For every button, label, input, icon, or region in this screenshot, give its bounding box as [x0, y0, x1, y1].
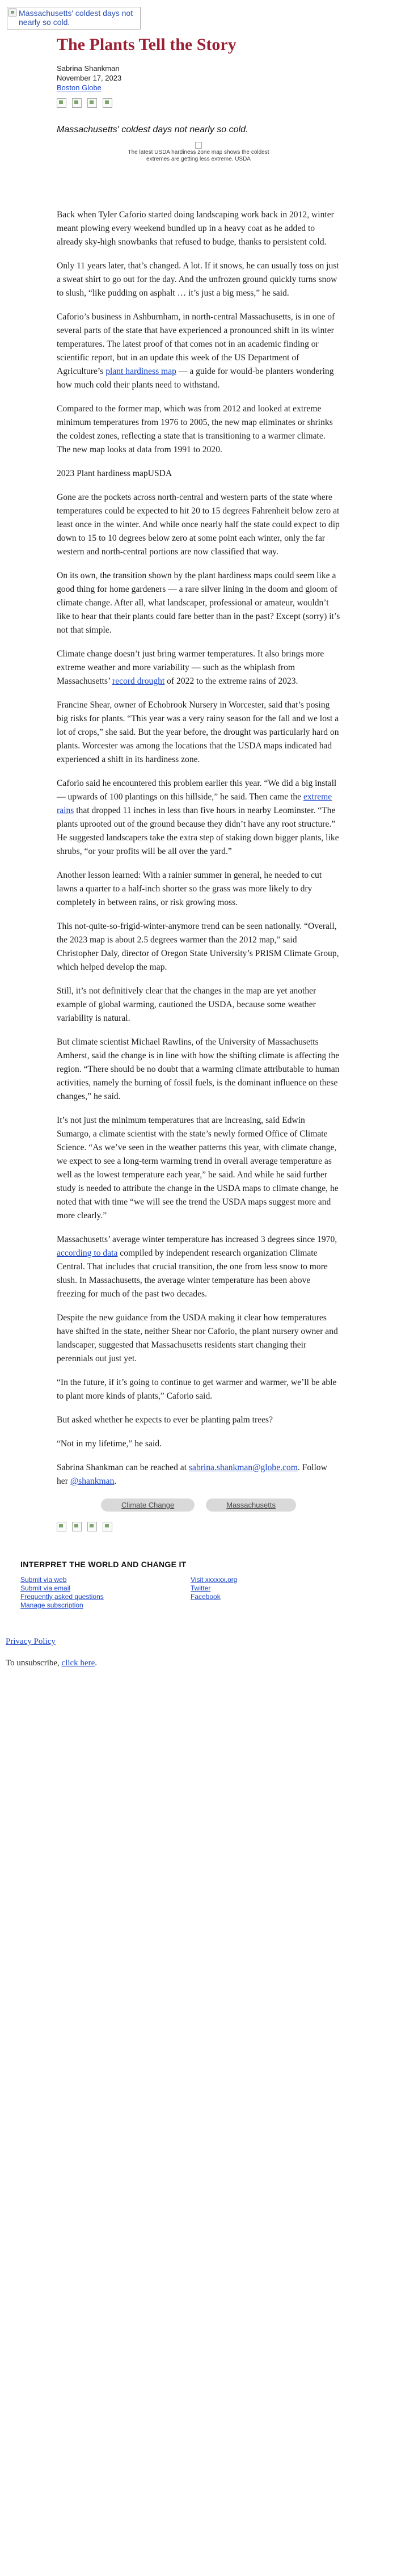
paragraph: On its own, the transition shown by the plant hardiness maps could seem like a good thing for home gardeners — a rare silver lining in the doom and gloom of climate change. After all, what landscaper, professional or amateur, wouldn’t like to hear that their plants could fare better than in the past? Except (sorry) it’s not that simple.: [57, 570, 340, 635]
footer: [20, 1560, 361, 1610]
paragraph: But climate scientist Michael Rawlins, of the University of Massachusetts Amherst, said the change is in line with how the shifting climate is affecting the region. “There should be no doubt that a warming climate attributable to human activities, namely the burning of fossil fuels, is the dominant influence on these changes,” he said.: [57, 1037, 340, 1101]
author-twitter-link[interactable]: @shankman: [70, 1476, 115, 1486]
paragraph-text: Caforio said he encountered this problem earlier this year. “We did a big install — upwards of 100 plantings on this hillside,” he said. Then came the: [57, 778, 337, 802]
email-page: [0, 7, 397, 1669]
share-email-icon[interactable]: [103, 98, 112, 108]
hero-image[interactable]: [7, 7, 141, 30]
share-twitter-icon[interactable]: [72, 98, 82, 108]
footer-links: [20, 1576, 361, 1610]
paragraph: [57, 777, 340, 858]
contact-text: Sabrina Shankman can be reached at: [57, 1462, 189, 1472]
map-figure: [125, 142, 272, 163]
figure-caption: The latest USDA hardiness zone map shows the coldest extremes are getting less extreme. USDA: [128, 149, 269, 162]
paragraph: This not-quite-so-frigid-winter-anymore trend can be seen nationally. “Overall, the 2023 map is about 2.5 degrees warmer than the 2012 map,” said Christopher Daly, director of Oregon State University’s PRISM Climate Group, which helped develop the map.: [57, 921, 339, 972]
hero-image-alt-text: Massachusetts' coldest days not nearly so cold.: [19, 9, 133, 27]
publication-link[interactable]: Boston Globe: [57, 83, 102, 92]
author-name: Sabrina Shankman: [57, 64, 120, 73]
submit-web-link[interactable]: Submit via web: [20, 1575, 67, 1584]
record-drought-link[interactable]: record drought: [112, 676, 165, 686]
paragraph: Gone are the pockets across north-central and western parts of the state where temperatures could be expected to hit 20 to 15 degrees Fahrenheit below zero at least once in the winter. And while once nearly half the state could expect to dip down to 15 to 10 degrees below zero at some point each winter, only the far western and north-central portions are now classified that way.: [57, 492, 340, 557]
share-email-icon[interactable]: [103, 1522, 112, 1531]
paragraph: Despite the new guidance from the USDA making it clear how temperatures have shifted in the state, neither Shear nor Caforio, the plant nursery owner and landscaper, suggested that Massachusetts residents start changing their perennials out just yet.: [57, 1312, 338, 1363]
paragraph: Francine Shear, owner of Echobrook Nursery in Worcester, said that’s posing big risks for plants. “This year was a very rainy season for the fall and we lost a lot of crops,” she said. But the year before, the drought was particularly hard on plants. Worcester was among the locations that the USDA maps indicated had experienced a shift in its hardiness zone.: [57, 700, 339, 764]
paragraph: [57, 647, 340, 688]
paragraph: Another lesson learned: With a rainier summer in general, he needed to cut lawns a quarter to a half-inch shorter so the grass was more likely to dry completely in between rains, or risk growing moss.: [57, 870, 322, 907]
unsubscribe-link[interactable]: click here: [61, 1658, 95, 1668]
paragraph: Still, it’s not definitively clear that the changes in the map are yet another example of global warming, cautioned the USDA, because some weather variability is natural.: [57, 986, 316, 1023]
paragraph-text: that dropped 11 inches in less than five hours in nearby Leominster. “The plants uprooted out of the ground because they didn’t have any root structure.” He suggested landscapers take the extra step of staking down bigger plants, like shrubs, “or your profits will be all over the yard.”: [57, 805, 339, 856]
publish-date: November 17, 2023: [57, 74, 122, 82]
byline: [57, 64, 340, 92]
article-subhead: Massachusetts' coldest days not nearly so cold.: [57, 125, 248, 134]
legal-section: [6, 1636, 397, 1669]
according-to-data-link[interactable]: according to data: [57, 1248, 118, 1258]
paragraph: It’s not just the minimum temperatures that are increasing, said Edwin Sumargo, a climate scientist with the state’s newly formed Office of Climate Science. “As we’ve seen in the weather patterns this year, with climate change, we expect to see a long-term warming trend in overall average temperature as well as the lowest temperature each year,” he said. And while he said further study is needed to attribute the change in the USDA maps to climate change, he noted that with time “we will see the trend the USDA maps suggest more and more clearly.”: [57, 1115, 339, 1220]
manage-subscription-link[interactable]: Manage subscription: [20, 1601, 83, 1609]
paragraph: Back when Tyler Caforio started doing landscaping work back in 2012, winter meant plowing every weekend bundled up in a heavy coat as he added to already sky-high snowbanks that refused to budge, thanks to persistent cold.: [57, 209, 334, 247]
paragraph-text: Caforio’s business in Ashburnham, in north-central Massachusetts, is in one of several parts of the state that have experienced a pronounced shift in its winter temperatures. The latest proof of that comes not in an academic finding or scientific report, but in an update this week of the US Department of Agriculture’s: [57, 312, 335, 376]
submit-email-link[interactable]: Submit via email: [20, 1584, 71, 1592]
unsubscribe-text: To unsubscribe,: [6, 1658, 62, 1668]
map-image-icon: [195, 142, 202, 149]
share-twitter-icon[interactable]: [72, 1522, 82, 1531]
article-body: [57, 208, 340, 1488]
paragraph: [57, 1233, 340, 1301]
paragraph: “In the future, if it’s going to continue to get warmer and warmer, we’ll be able to plant more kinds of plants,” Caforio said.: [57, 1377, 337, 1401]
paragraph: [57, 310, 340, 392]
twitter-link[interactable]: Twitter: [191, 1584, 211, 1592]
share-icons-bottom: [57, 1522, 340, 1531]
paragraph: But asked whether he expects to ever be planting palm trees?: [57, 1415, 273, 1425]
tag-climate-change[interactable]: Climate Change: [101, 1499, 195, 1512]
faq-link[interactable]: Frequently asked questions: [20, 1592, 104, 1601]
share-linkedin-icon[interactable]: [87, 98, 97, 108]
topic-tags: [57, 1499, 340, 1512]
tag-massachusetts[interactable]: Massachusetts: [206, 1499, 296, 1512]
article-headline: The Plants Tell the Story: [57, 35, 236, 54]
unsubscribe-text-end: .: [95, 1658, 97, 1668]
facebook-link[interactable]: Facebook: [191, 1592, 221, 1601]
plant-hardiness-map-link[interactable]: plant hardiness map: [105, 366, 176, 376]
paragraph-text: Massachusetts’ average winter temperature has increased 3 degrees since 1970,: [57, 1234, 337, 1244]
paragraph-text: Climate change doesn’t just bring warmer temperatures. It also brings more extreme weather and more variability — such as the whiplash from Massachusetts’: [57, 649, 324, 686]
author-email-link[interactable]: sabrina.shankman@globe.com: [188, 1462, 298, 1472]
contact-text: .: [114, 1476, 117, 1486]
paragraph-text: of 2022 to the extreme rains of 2023.: [164, 676, 298, 686]
unsubscribe-line: [6, 1657, 397, 1669]
share-facebook-icon[interactable]: [57, 98, 66, 108]
paragraph: Only 11 years later, that’s changed. A lot. If it snows, he can usually toss on just a sweat shirt to go out for the day. And the unfrozen ground quickly turns snow to slush, “like pudding on asphalt … it’s just a big mess,” he said.: [57, 260, 339, 298]
extreme-rains-link[interactable]: extreme rains: [57, 792, 332, 815]
footer-right-column: [191, 1576, 361, 1610]
broken-image-icon: [9, 9, 16, 16]
share-facebook-icon[interactable]: [57, 1522, 66, 1531]
visit-site-link[interactable]: Visit xxxxxx.org: [191, 1575, 238, 1584]
paragraph-text: compiled by independent research organization Climate Central. That includes that crucial transition, the one from less snow to more slush. In Massachusetts, the average winter temperature has been above freezing for much of the past two decades.: [57, 1248, 328, 1299]
paragraph-text: — a guide for would-be planters wondering how much cold their plants need to withstand.: [57, 366, 334, 390]
share-icons-top: [57, 98, 340, 108]
contact-text: . Follow her: [57, 1462, 327, 1486]
author-contact: [57, 1461, 340, 1488]
article: [57, 35, 340, 1531]
paragraph: “Not in my lifetime,” he said.: [57, 1438, 162, 1449]
map-heading: 2023 Plant hardiness mapUSDA: [57, 468, 172, 478]
share-linkedin-icon[interactable]: [87, 1522, 97, 1531]
paragraph: Compared to the former map, which was from 2012 and looked at extreme minimum temperatures from 1976 to 2005, the new map eliminates or shrinks the coldest zones, reflecting a state that is transitioning to a warmer climate. The new map looks at data from 1991 to 2020.: [57, 403, 333, 454]
privacy-policy-link[interactable]: Privacy Policy: [6, 1636, 56, 1646]
footer-left-column: [20, 1576, 191, 1610]
footer-title: INTERPRET THE WORLD AND CHANGE IT: [20, 1559, 187, 1569]
